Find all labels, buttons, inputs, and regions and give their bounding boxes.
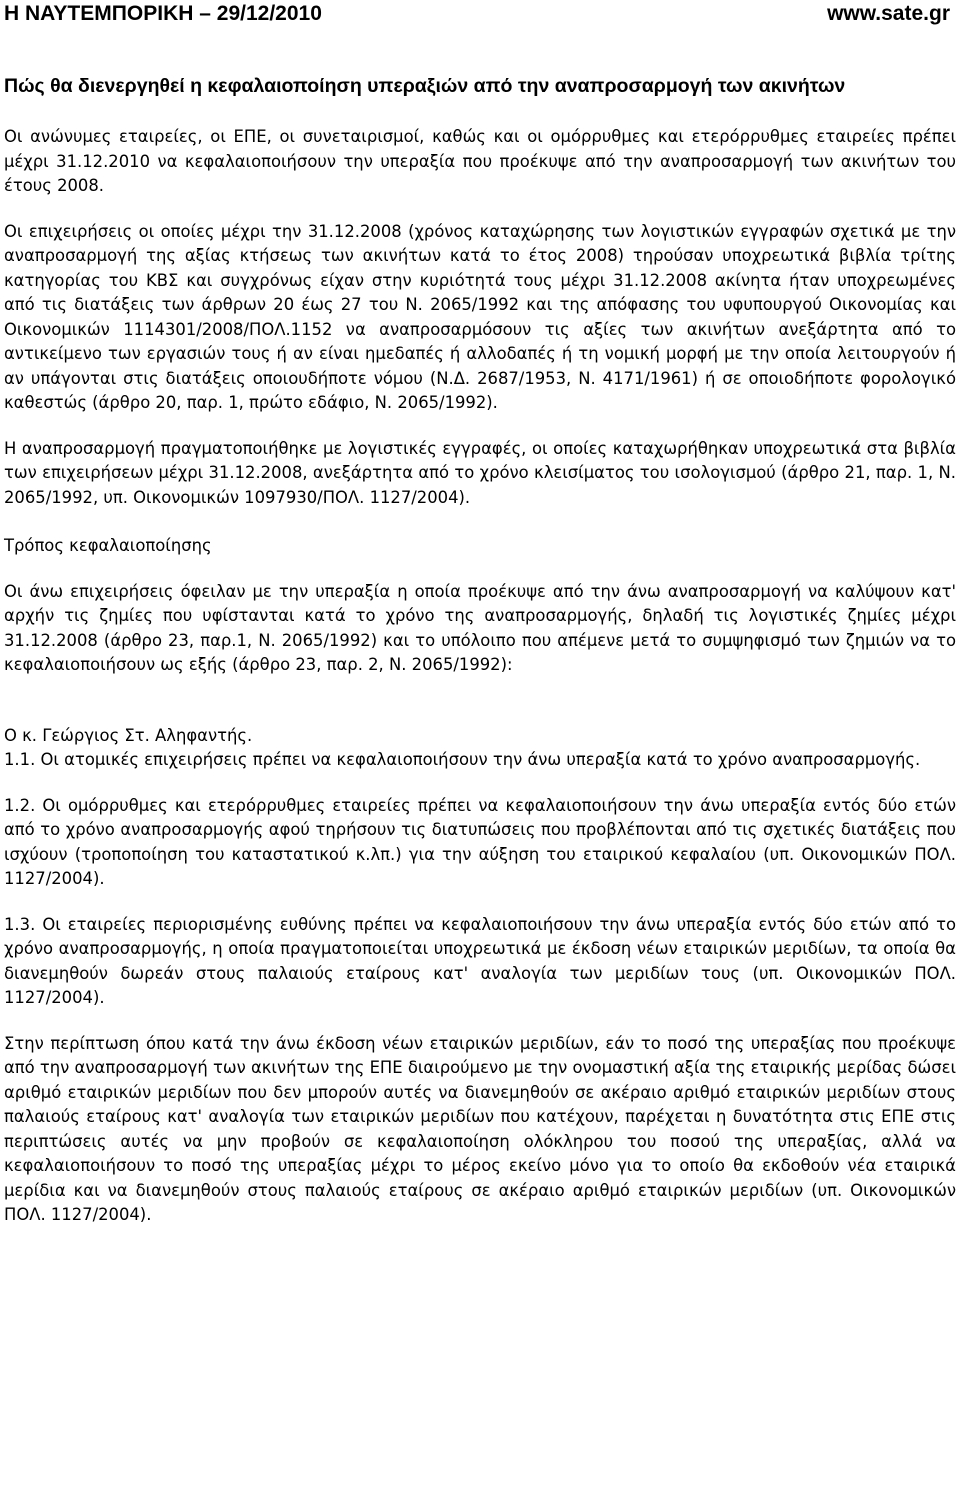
section-heading: Τρόπος κεφαλαιοποίησης: [4, 536, 212, 555]
header-source-date: Η ΝΑΥΤΕΜΠΟΡΙΚΗ – 29/12/2010: [4, 2, 322, 25]
paragraph-epe-shares: Στην περίπτωση όπου κατά την άνω έκδοση νέων εταιρικών μεριδίων, εάν το ποσό της υπεραξίας που προέκυψε από την αναπροσαρμογή των ακινήτων της ΕΠΕ διαιρούμενο με την ονομαστική αξία της εταιρικής μερίδας δώσει αριθμό εταιρικών μεριδίων που δεν μπορούν αυτές να διανεμηθούν σε ακέραιο αριθμό εταιρικών μεριδίων στους παλαιούς εταίρους κατ' αναλογία των εταιρικών μεριδίων που κατέχουν, παρέχεται η δυνατότητα στις ΕΠΕ στις περιπτώσεις αυτές να μην προβούν σε κεφαλαιοποίηση ολόκληρου του ποσού της υπεραξίας, αλλά να κεφαλαιοποιήσουν το ποσό της υπεραξίας μέχρι το μέρος εκείνο μόνο για το οποίο θα εκδοθούν νέα εταιρικά μερίδια και να διανεμηθούν στους παλαιούς εταίρους σε ακέραιο αριθμό εταιρικών μεριδίων (υπ. Οικονομικών ΠΟΛ. 1127/2004).: [4, 1033, 956, 1224]
paragraph-revaluation: Η αναπροσαρμογή πραγματοποιήθηκε με λογιστικές εγγραφές, οι οποίες καταχωρήθηκαν υποχρεωτικά στα βιβλία των επιχειρήσεων μέχρι 31.12.2008, ανεξάρτητα από το χρόνο κλεισίματος του ισολογισμού (άρθρο 21, παρ. 1, Ν. 2065/1992, υπ. Οικονομικών 1097930/ΠΟΛ. 1127/2004).: [4, 438, 956, 507]
page-header: [4, 0, 956, 27]
article-title: Πώς θα διενεργηθεί η κεφαλαιοποίηση υπεραξιών από την αναπροσαρμογή των ακινήτων: [4, 75, 846, 97]
paragraph-capitalization: Οι άνω επιχειρήσεις όφειλαν με την υπεραξία η οποία προέκυψε από την άνω αναπροσαρμογή να καλύψουν κατ' αρχήν τις ζημίες που υφίστανται κατά το χρόνο της αναπροσαρμογής, δηλαδή τις λογιστικές ζημίες μέχρι 31.12.2008 (άρθρο 23, παρ.1, Ν. 2065/1992) και το υπόλοιπο που απέμενε μετά το συμψηφισμό των ζημιών να το κεφαλαιοποιήσουν ως εξής (άρθρο 23, παρ. 2, Ν. 2065/1992):: [4, 581, 956, 674]
paragraph-intro: Οι ανώνυμες εταιρείες, οι ΕΠΕ, οι συνεταιρισμοί, καθώς και οι ομόρρυθμες και ετερόρρυθμες εταιρείες πρέπει μέχρι 31.12.2010 να κεφαλαιοποιήσουν την υπεραξία που προέκυψε από την αναπροσαρμογή των ακινήτων του έτους 2008.: [4, 127, 956, 195]
paragraph-1-2: 1.2. Οι ομόρρυθμες και ετερόρρυθμες εταιρείες πρέπει να κεφαλαιοποιήσουν την άνω υπεραξία εντός δύο ετών από το χρόνο αναπροσαρμογής αφού τηρήσουν τις διατυπώσεις που προβλέπονται από τις σχετικές διατάξεις που ισχύουν (τροποποίηση του καταστατικού κ.λπ.) για την αύξηση του εταιρικού κεφαλαίου (υπ. Οικονομικών ΠΟΛ. 1127/2004).: [4, 795, 956, 888]
header-website: www.sate.gr: [827, 2, 950, 25]
paragraph-businesses: Οι επιχειρήσεις οι οποίες μέχρι την 31.12.2008 (χρόνος καταχώρησης των λογιστικών εγγραφών σχετικά με την αναπροσαρμογή της αξίας κτήσεως των ακινήτων κατά το έτος 2008) τηρούσαν υποχρεωτικά βιβλία τρίτης κατηγορίας του ΚΒΣ και συγχρόνως είχαν στην κυριότητά τους μέχρι 31.12.2008 ακίνητα ήταν υποχρεωμένες από τις διατάξεις των άρθρων 20 έως 27 του Ν. 2065/1992 και της απόφασης του υφυπουργού Οικονομίας και Οικονομικών 1114301/2008/ΠΟΛ.1152 να αναπροσαρμόσουν τις αξίες των ακινήτων ανεξάρτητα από το αντικείμενο των εργασιών τους ή αν είναι ημεδαπές ή αλλοδαπές ή τη νομική μορφή με την οποία λειτουργούν ή αν υπάγονται στις διατάξεις οποιουδήποτε νόμου (Ν.Δ. 2687/1953, Ν. 4171/1961) ή σε οποιοδήποτε φορολογικό καθεστώς (άρθρο 20, παρ. 1, πρώτο εδάφιο, Ν. 2065/1992).: [4, 221, 956, 412]
paragraph-1-3: 1.3. Οι εταιρείες περιορισμένης ευθύνης πρέπει να κεφαλαιοποιήσουν την άνω υπεραξία εντός δύο ετών από το χρόνο αναπροσαρμογής, η οποία πραγματοποιείται υποχρεωτικά με έκδοση νέων εταιρικών μεριδίων, τα οποία θα διανεμηθούν δωρεάν στους παλαιούς εταίρους κατ' αναλογία των μεριδίων τους (υπ. Οικονομικών ΠΟΛ. 1127/2004).: [4, 914, 956, 1007]
article-author: Ο κ. Γεώργιος Στ. Αληφαντής.: [4, 725, 253, 745]
paragraph-1-1: 1.1. Οι ατομικές επιχειρήσεις πρέπει να κεφαλαιοποιήσουν την άνω υπεραξία κατά το χρόνο αναπροσαρμογής.: [4, 750, 921, 769]
